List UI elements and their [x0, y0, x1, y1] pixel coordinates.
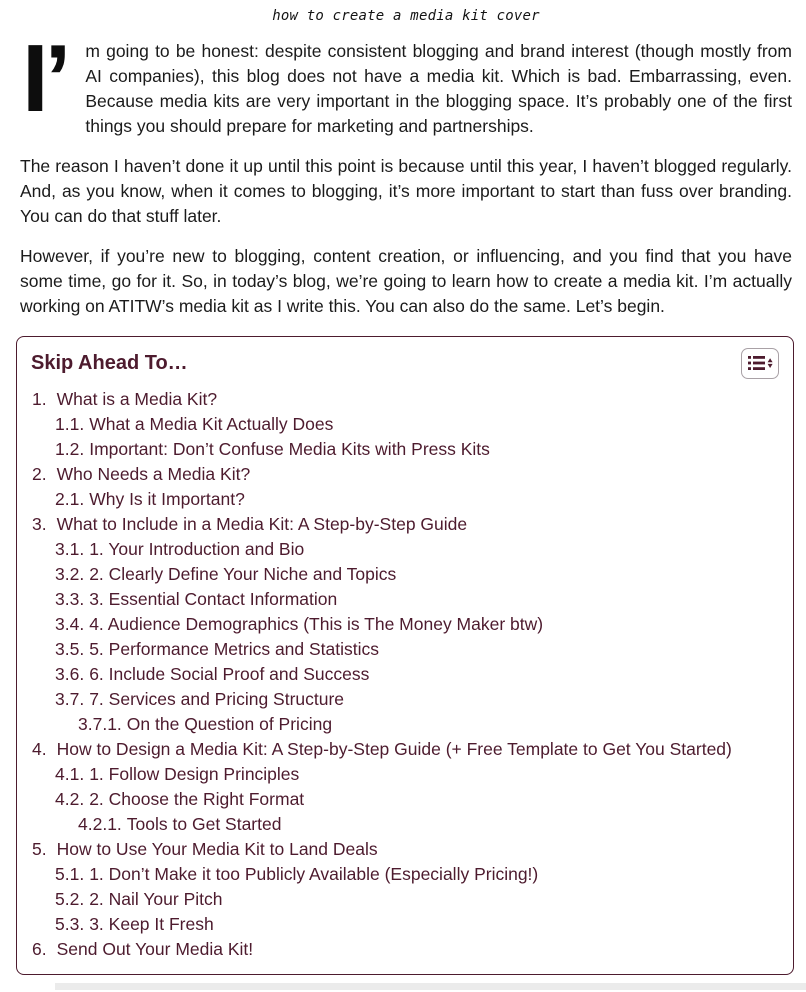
next-content-edge [55, 983, 806, 990]
toc-item-label: How to Design a Media Kit: A Step-by-Step Guide (+ Free Template to Get You Started) [56, 739, 732, 759]
toc-item[interactable] [31, 412, 779, 437]
toc-item[interactable] [31, 687, 779, 712]
toc-item[interactable] [31, 837, 779, 862]
toc-item[interactable] [31, 787, 779, 812]
toc-item-number: 3.4. [55, 614, 85, 634]
toc-item-label: 3. Essential Contact Information [89, 589, 338, 609]
toc-item-label: What to Include in a Media Kit: A Step-by-Step Guide [56, 514, 468, 534]
toc-item[interactable] [31, 762, 779, 787]
toc-item-number: 3.3. [55, 589, 85, 609]
toc-item-number: 5.2. [55, 889, 85, 909]
toc-item-number: 1.1. [55, 414, 85, 434]
toc-item-label: 7. Services and Pricing Structure [89, 689, 345, 709]
toc-item-label: 1. Don’t Make it too Publicly Available (Especially Pricing!) [89, 864, 539, 884]
toc-item[interactable] [31, 862, 779, 887]
toc-item-number: 4.2. [55, 789, 85, 809]
toc-item-label: Tools to Get Started [126, 814, 282, 834]
toc-item[interactable] [31, 537, 779, 562]
toc-item-label: 4. Audience Demographics (This is The Money Maker btw) [89, 614, 544, 634]
toc-item[interactable] [31, 487, 779, 512]
toc-item-number: 3.6. [55, 664, 85, 684]
toc-item[interactable] [31, 912, 779, 937]
toc-item[interactable] [31, 612, 779, 637]
toc-item-number: 6. [32, 939, 47, 959]
paragraph-intro [20, 25, 792, 139]
toc-item-label: 3. Keep It Fresh [89, 914, 214, 934]
toc-item[interactable] [31, 387, 779, 412]
toc-item-label: What is a Media Kit? [56, 389, 218, 409]
toc-item-label: 5. Performance Metrics and Statistics [89, 639, 380, 659]
toc-item[interactable] [31, 437, 779, 462]
toc-item[interactable] [31, 662, 779, 687]
toc-item-label: Who Needs a Media Kit? [56, 464, 251, 484]
toc-item[interactable] [31, 512, 779, 537]
toc-item-number: 4. [32, 739, 47, 759]
toc-item-number: 3.1. [55, 539, 85, 559]
toc-item[interactable] [31, 937, 779, 962]
toc-item-label: 1. Follow Design Principles [89, 764, 300, 784]
toc-item-number: 2.1. [55, 489, 85, 509]
toc-item-number: 2. [32, 464, 47, 484]
toc-item-number: 3. [32, 514, 47, 534]
toc-item-label: On the Question of Pricing [126, 714, 333, 734]
toc-list-toggle-icon [748, 355, 773, 371]
toc-item-number: 5.1. [55, 864, 85, 884]
paragraph: However, if you’re new to blogging, content creation, or influencing, and you find that you have some time, go for it. So, in today’s blog, we’re going to learn how to create a media kit. I’m actually working on ATITW’s media kit as I write this. You can also do the same. Let’s begin. [20, 246, 792, 316]
toc-item[interactable] [31, 887, 779, 912]
toc-item-number: 1. [32, 389, 47, 409]
toc-item-label: 2. Choose the Right Format [89, 789, 305, 809]
toc-item-number: 3.2. [55, 564, 85, 584]
toc-item[interactable] [31, 712, 779, 737]
toc-item-label: 2. Clearly Define Your Niche and Topics [89, 564, 397, 584]
toc-item[interactable] [31, 812, 779, 837]
drop-cap: I’ [22, 25, 68, 132]
toc-item-label: Important: Don’t Confuse Media Kits with Press Kits [89, 439, 490, 459]
toc-toggle-button[interactable] [741, 348, 779, 379]
toc-item-label: Why Is it Important? [89, 489, 245, 509]
toc-item-number: 5. [32, 839, 47, 859]
toc-item-number: 4.1. [55, 764, 85, 784]
toc-item[interactable] [31, 737, 779, 762]
toc-list [31, 387, 779, 964]
toc-item-number: 3.5. [55, 639, 85, 659]
toc-item-number: 3.7. [55, 689, 85, 709]
toc-item-label: 6. Include Social Proof and Success [89, 664, 370, 684]
toc-item[interactable] [31, 587, 779, 612]
toc-item[interactable] [31, 637, 779, 662]
toc-header [31, 347, 779, 379]
toc-item-number: 5.3. [55, 914, 85, 934]
table-of-contents [16, 336, 794, 975]
toc-item-number: 1.2. [55, 439, 85, 459]
image-caption: how to create a media kit cover [272, 8, 540, 24]
toc-item-number: 3.7.1. [78, 714, 122, 734]
toc-item-label: 2. Nail Your Pitch [89, 889, 223, 909]
toc-item-label: 1. Your Introduction and Bio [89, 539, 305, 559]
toc-item-label: What a Media Kit Actually Does [89, 414, 334, 434]
toc-item-label: Send Out Your Media Kit! [56, 939, 254, 959]
paragraph: The reason I haven’t done it up until this point is because until this year, I haven’t blogged regularly. And, as you know, when it comes to blogging, it’s more important to start than fuss over branding. You can do that stuff later. [20, 156, 792, 226]
toc-title: Skip Ahead To… [31, 351, 188, 374]
toc-item-number: 4.2.1. [78, 814, 122, 834]
toc-item[interactable] [31, 462, 779, 487]
toc-item[interactable] [31, 562, 779, 587]
toc-item-label: How to Use Your Media Kit to Land Deals [56, 839, 378, 859]
paragraph-text: m going to be honest: despite consistent blogging and brand interest (though mostly from AI companies), this blog does not have a media kit. Which is bad. Embarrassing, even. Because media kits are very important in the blogging space. It’s probably one of the first things you should prepare for marketing and partnerships. [85, 41, 792, 136]
